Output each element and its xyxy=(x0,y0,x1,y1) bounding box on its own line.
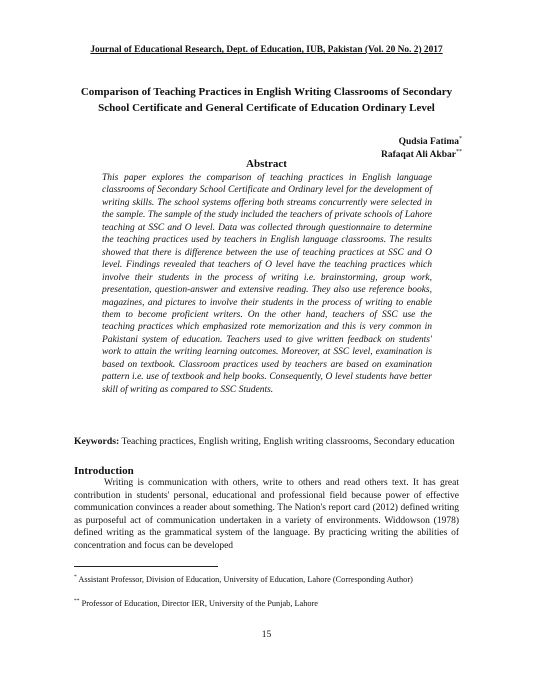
author-1-name: Qudsia Fatima xyxy=(398,137,459,148)
author-1-mark: * xyxy=(459,136,462,142)
keywords-label: Keywords: xyxy=(74,436,120,447)
keywords-text: Teaching practices, English writing, English writing classrooms, Secondary education xyxy=(119,436,455,447)
paper-title: Comparison of Teaching Practices in English Writing Classrooms of Secondary School Certificate and General Certificate of Education Ordinary Level xyxy=(80,86,453,114)
keywords xyxy=(74,436,459,449)
footnote-1 xyxy=(74,572,459,585)
page-number: 15 xyxy=(261,630,272,640)
footnote-2-mark: ** xyxy=(74,598,80,604)
footnote-2-text: Professor of Education, Director IER, University of the Punjab, Lahore xyxy=(79,598,318,608)
footnote-divider xyxy=(74,566,218,567)
abstract-heading: Abstract xyxy=(246,158,287,170)
author-2-name: Rafaqat Ali Akbar xyxy=(381,150,456,161)
author-2-mark: ** xyxy=(456,149,462,155)
introduction-body: Writing is communication with others, write to others and read others text. It has great contribution in students' personal, educational and professional field because power of effective communication convinces a reader about something. The Nation's report card (2012) defined writing as purposeful act of communication undertaken in a variety of environments. Widdowson (1978) defined writing as the grammatical system of the language. By practicing writing the abilities of concentration and focus can be developed xyxy=(74,478,459,551)
footnote-1-mark: * xyxy=(74,574,77,580)
journal-header: Journal of Educational Research, Dept. of Education, IUB, Pakistan (Vol. 20 No. 2) 2017 xyxy=(90,45,443,55)
introduction-heading: Introduction xyxy=(74,465,134,477)
abstract-body: This paper explores the comparison of teaching practices in English language classrooms of Secondary School Certificate and Ordinary level for the development of writing skills. The school systems offering both streams concurrently were selected in the sample. The sample of the study included the teachers of private schools of Lahore teaching at SSC and O level. Data was collected through questionnaire to determine the teaching practices used by teachers in English language classrooms. The results showed that there is difference between the use of teaching practices at SSC and O level. Findings revealed that teachers of O level have the teaching practices which involve their students in the process of writing i.e. brainstorming, group work, presentation, question-answer and extensive reading. They also use reference books, magazines, and pictures to involve their students in the process of writing to enable them to become proficient writers. On the other hand, teachers of SSC use the teaching practices which emphasized rote memorization and this is very common in Pakistani system of education. Teachers used to give written feedback on students' work to attain the writing learning outcomes. Moreover, at SSC level, examination is based on textbook. Classroom practices used by teachers are based on examination pattern i.e. use of textbook and help books. Consequently, O level students have better skill of writing as compared to SSC Students. xyxy=(102,173,432,395)
footnote-2 xyxy=(74,596,459,609)
footnote-1-text: Assistant Professor, Division of Education, University of Education, Lahore (Corresponding Author) xyxy=(76,574,413,584)
author-1 xyxy=(399,136,462,147)
